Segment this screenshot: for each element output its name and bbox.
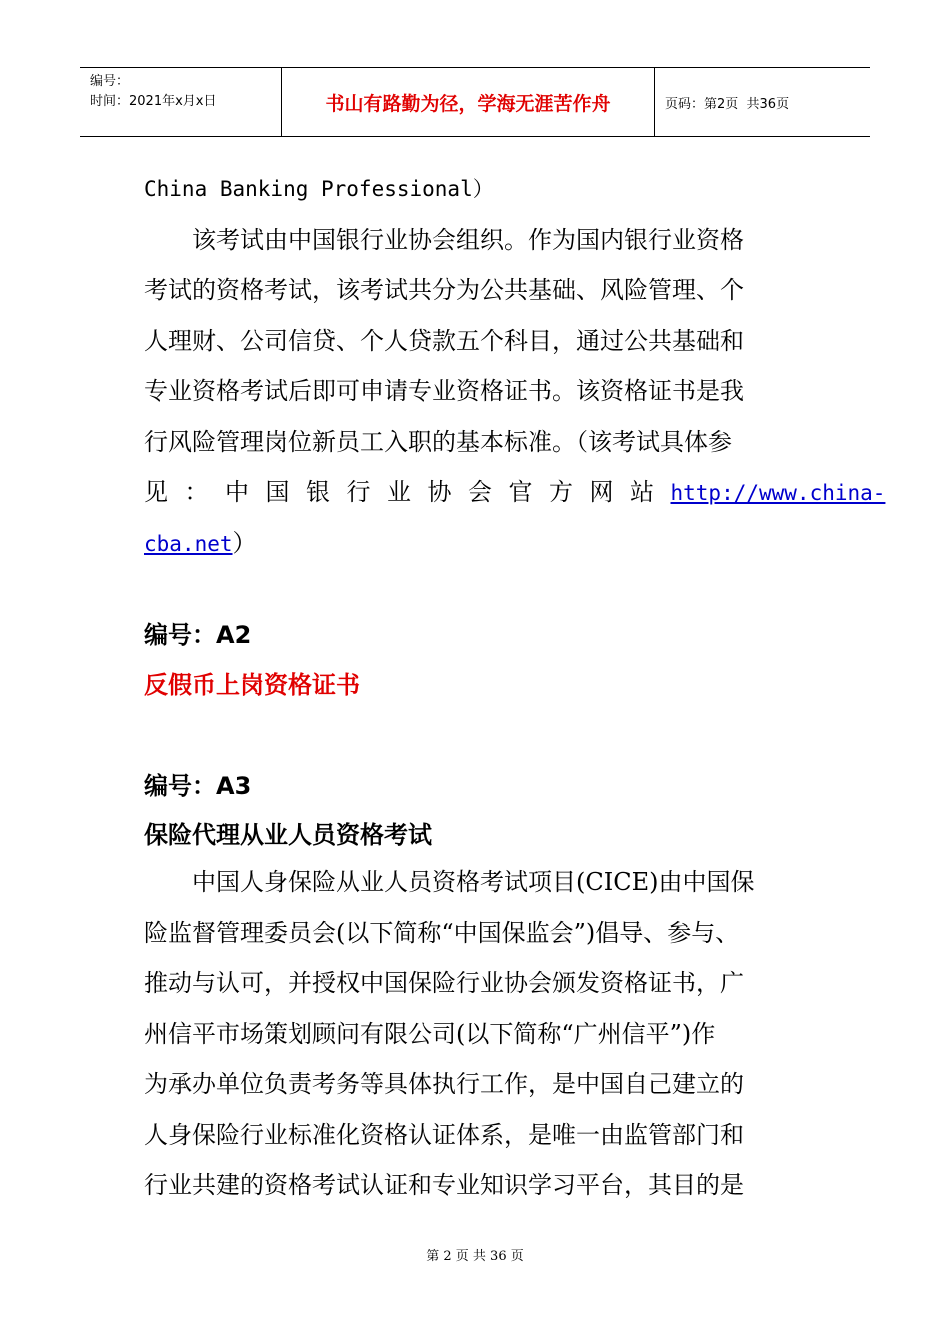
header-meta <box>80 68 282 136</box>
paragraph-line: 为承办单位负责考务等具体执行工作，是中国自己建立的 <box>144 1070 744 1098</box>
paragraph-line: 险监督管理委员会(以下简称“中国保监会”)倡导、参与、 <box>144 918 740 947</box>
paragraph-line: 专业资格考试后即可申请专业资格证书。该资格证书是我 <box>144 377 744 405</box>
paragraph-line-reference <box>144 467 886 518</box>
page-header <box>80 67 870 137</box>
paragraph-line: China Banking Professional） <box>144 177 494 201</box>
closing-paren: ） <box>232 528 257 557</box>
paragraph-line: 人身保险行业标准化资格认证体系，是唯一由监管部门和 <box>144 1120 744 1149</box>
paragraph-line <box>144 518 810 569</box>
paragraph-line: 行业共建的资格考试认证和专业知识学习平台，其目的是 <box>144 1171 744 1199</box>
a3-number-heading: 编号：A3 <box>144 772 252 800</box>
paragraph-line: 中国人身保险从业人员资格考试项目(CICE)由中国保 <box>192 868 755 896</box>
paragraph-line: 人理财、公司信贷、个人贷款五个科目，通过公共基础和 <box>144 326 744 355</box>
website-link-continued[interactable]: cba.net <box>144 531 233 556</box>
reference-label: 见：中国银行业协会官方网站 <box>144 478 671 506</box>
paragraph-line: 行风险管理岗位新员工入职的基本标准。（该考试具体参 <box>144 427 732 456</box>
paragraph-line: 推动与认可，并授权中国保险行业协会颁发资格证书，广 <box>144 969 744 997</box>
header-time-label: 时间：2021年x月x日 <box>90 94 217 109</box>
a2-title: 反假币上岗资格证书 <box>144 671 360 699</box>
page-footer: 第 2 页 共 36 页 <box>426 1249 524 1264</box>
section-a3-body <box>144 857 810 1211</box>
header-motto: 书山有路勤为径，学海无涯苦作舟 <box>282 68 655 136</box>
section-a1-body <box>144 164 886 568</box>
header-number-label: 编号： <box>90 74 130 89</box>
header-page-info: 页码：第2页 共36页 <box>665 96 790 112</box>
paragraph-line: 州信平市场策划顾问有限公司(以下简称“广州信平”)作 <box>144 1019 716 1048</box>
paragraph-line: 考试的资格考试，该考试共分为公共基础、风险管理、个 <box>144 276 744 304</box>
a2-number-heading: 编号：A2 <box>144 621 252 649</box>
website-link[interactable]: http://www.china- <box>670 481 886 505</box>
paragraph-line: 该考试由中国银行业协会组织。作为国内银行业资格 <box>192 225 744 254</box>
a3-title: 保险代理从业人员资格考试 <box>144 821 432 849</box>
